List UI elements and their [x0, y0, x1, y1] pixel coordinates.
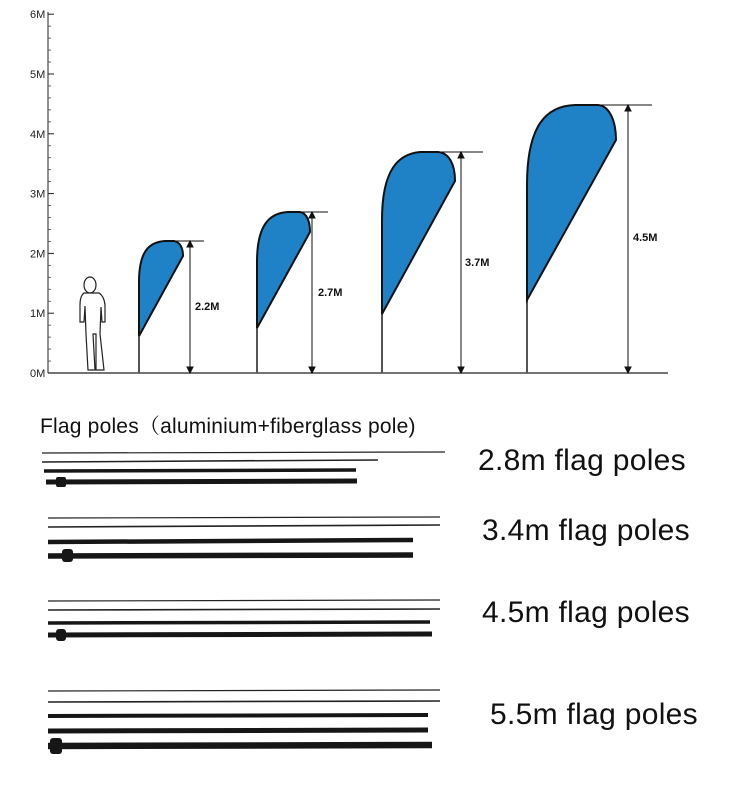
pole-segment [48, 540, 413, 542]
pole-segment [48, 517, 440, 518]
pole-base-fitting [50, 738, 62, 754]
pole-segment [48, 690, 440, 691]
pole-segment [48, 715, 428, 716]
flag-1 [139, 241, 183, 373]
pole-segment [48, 634, 432, 635]
pole-set-2 [48, 517, 440, 562]
pole-set-2-label: 3.4m flag poles [482, 514, 690, 547]
scale-tick-label: 3M [30, 188, 46, 201]
pole-set-4 [48, 690, 440, 754]
flag-3-teardrop [382, 152, 455, 314]
scale-tick-label: 5M [30, 69, 46, 81]
pole-set-3 [48, 600, 440, 641]
pole-segment [42, 452, 445, 453]
pole-base-fitting [62, 549, 73, 562]
pole-segment [48, 622, 430, 623]
pole-segment [44, 470, 356, 471]
pole-segment [48, 525, 440, 527]
flag-2-height-label: 2.7M [318, 287, 343, 299]
scale-tick-label: 2M [30, 248, 46, 261]
flag-4-teardrop [527, 105, 616, 300]
pole-set-1-label: 2.8m flag poles [478, 444, 686, 477]
poles-section-title: Flag poles（aluminium+fiberglass pole) [40, 415, 416, 438]
flag-1-teardrop [139, 241, 183, 336]
pole-segment [48, 745, 432, 746]
person-silhouette [80, 277, 105, 370]
pole-segment [46, 481, 357, 482]
scale-tick-label: 1M [30, 308, 46, 321]
pole-segment [48, 730, 428, 731]
pole-set-4-label: 5.5m flag poles [490, 698, 698, 731]
pole-segment [48, 701, 440, 702]
pole-segment [42, 460, 378, 462]
scale-tick-label: 6M [30, 9, 46, 22]
flag-3 [382, 152, 455, 373]
flag-2-teardrop [257, 212, 310, 328]
scale-tick-label: 0M [30, 368, 46, 380]
flag-3-height-label: 3.7M [465, 257, 490, 269]
scale-ticks [30, 9, 54, 380]
pole-segment [48, 600, 440, 601]
scale-tick-label: 4M [30, 128, 46, 141]
pole-set-1 [42, 452, 445, 487]
pole-segment [48, 555, 413, 556]
pole-segment [48, 609, 440, 610]
pole-base-fitting [56, 477, 66, 487]
flag-2 [257, 212, 310, 373]
pole-base-fitting [56, 629, 66, 641]
pole-set-3-label: 4.5m flag poles [482, 596, 690, 629]
flag-1-height-label: 2.2M [195, 301, 220, 313]
flag-4 [527, 105, 616, 373]
flag-4-height-label: 4.5M [633, 232, 658, 244]
